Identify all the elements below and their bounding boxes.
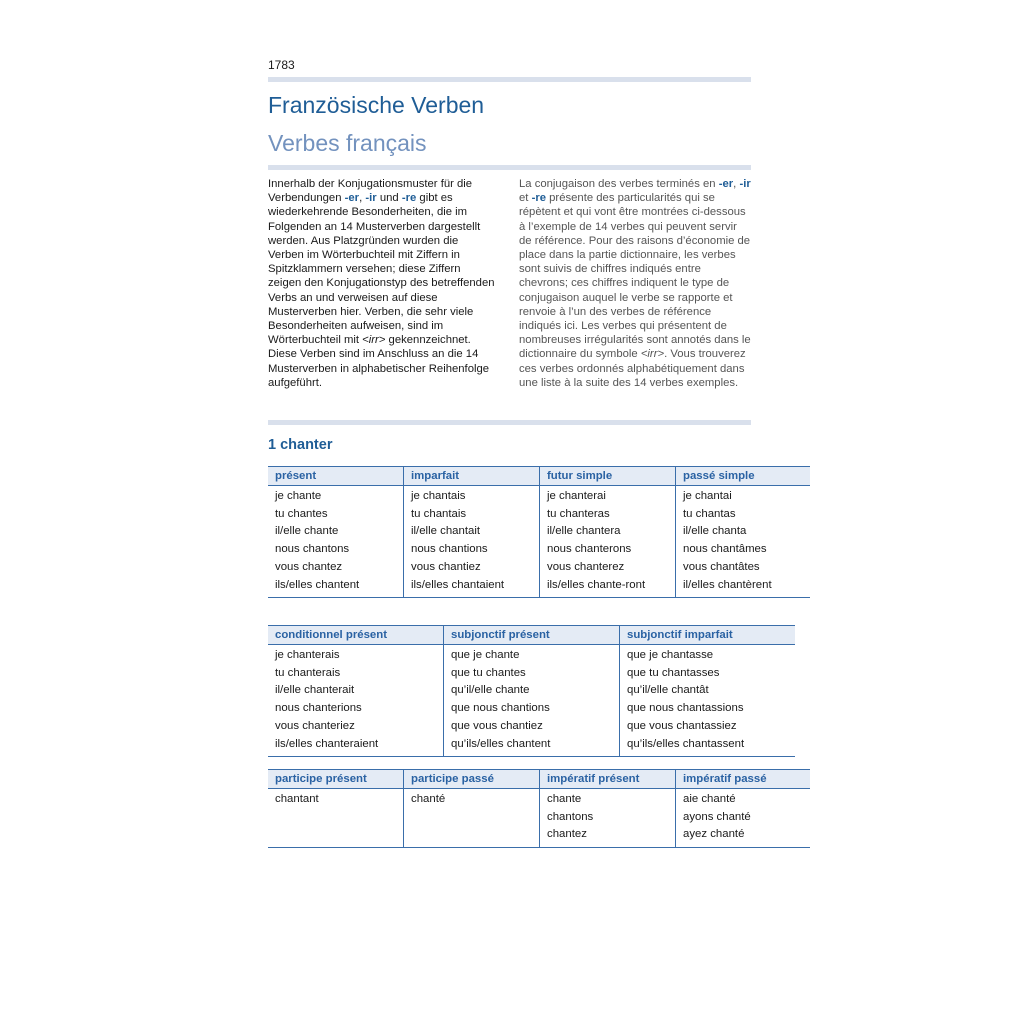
verb-form: vous chanterez xyxy=(547,560,625,573)
verb-form: chantez xyxy=(547,828,587,841)
conjugation-cell xyxy=(404,486,540,598)
verb-form: nous chantions xyxy=(411,543,488,556)
irr-symbol: <irr> xyxy=(362,334,386,347)
conjugation-table-tenses xyxy=(268,466,810,598)
table-body-row xyxy=(268,486,810,598)
verb-form: que tu chantes xyxy=(451,666,526,679)
verb-form: tu chantais xyxy=(411,507,467,520)
verb-form: nous chantons xyxy=(275,543,350,556)
verb-form: nous chanterions xyxy=(275,702,362,715)
verb-form: qu’il/elle chantât xyxy=(627,684,709,697)
verb-form: ils/elles chante-ront xyxy=(547,578,646,591)
verb-form: nous chantâmes xyxy=(683,543,767,556)
top-rule xyxy=(268,77,751,82)
verb-form: il/elle chantait xyxy=(411,525,481,538)
conjugation-cell xyxy=(404,789,540,848)
verb-form: chante xyxy=(547,793,582,805)
verb-form: je chanterai xyxy=(547,490,606,502)
table-header-row xyxy=(268,626,795,645)
verb-form: ils/elles chanteraient xyxy=(275,737,379,750)
verb-form: je chantai xyxy=(683,490,732,502)
conjugation-cell xyxy=(444,645,620,757)
verb-form: chantons xyxy=(547,810,594,823)
verb-form: que tu chantasses xyxy=(627,666,720,679)
verb-form: tu chanterais xyxy=(275,666,341,679)
verb-form: ils/elles chantent xyxy=(275,578,360,591)
verb-form: tu chanteras xyxy=(547,507,610,520)
verb-form: ils/elles chantaient xyxy=(411,578,505,591)
title-rule xyxy=(268,165,751,170)
conjugation-cell xyxy=(268,789,404,848)
column-header: imparfait xyxy=(404,467,540,486)
verb-form: tu chantes xyxy=(275,507,328,520)
verb-form: ayez chanté xyxy=(683,828,745,841)
verb-form: tu chantas xyxy=(683,507,736,520)
conjugation-cell xyxy=(268,645,444,757)
conjugation-cell xyxy=(620,645,796,757)
column-header: futur simple xyxy=(540,467,676,486)
column-header: présent xyxy=(268,467,404,486)
intro-german-text: Innerhalb der Konjugationsmuster für die Verbendungen -er, -ir und -re gibt es wiederkehrende Besonderheiten, die im Folgenden an 14 Musterverben dargestellt werden. Aus Platzgründen wurden die Verben im Wörterbuchteil mit Ziffern in Spitzklammern versehen; diese Ziffern zeigen den Konjugationstyp des betreffenden Verbs an und verweisen auf diese Musterverben hier. Verben, die sehr viele Besonderheiten aufweisen, sind im Wörterbuchteil mit <irr> gekennzeichnet. Diese Verben sind im Anschluss an die 14 Musterverben in alphabetischer Reihenfolge aufgeführt. xyxy=(268,178,495,389)
verb-form: aie chanté xyxy=(683,793,736,805)
page-title-french: Verbes français xyxy=(268,130,427,156)
intro-french-text: La conjugaison des verbes terminés en -er, -ir et -re présente des particularités qui se répètent et qui vont être montrées ci-dessous à l’exemple de 14 verbes qui peuvent servir de référence. Pour des raisons d’économie de place dans la partie dictionnaire, les verbes sont suivis de chiffres indiqués entre chevrons; ces chiffres indiquent le type de conjugaison auquel le verbe se rapporte et renvoie à l’un des verbes de référence indiqués ici. Les verbes qui présentent de nombreuses irrégularités sont annotés dans le dictionnaire du symbole <irr>. Vous trouverez ces verbes ordonnés alphabétiquement dans une liste à la suite des 14 verbes exemples. xyxy=(519,178,751,389)
verb-form: vous chantez xyxy=(275,560,343,573)
column-header: subjonctif imparfait xyxy=(620,626,796,645)
conjugation-table-moods xyxy=(268,625,795,757)
ending-re: -re xyxy=(401,192,417,205)
section-rule xyxy=(268,420,751,425)
column-header: impératif présent xyxy=(540,770,676,789)
intro-german xyxy=(268,177,496,390)
verb-form: qu’ils/elles chantassent xyxy=(627,737,745,750)
ending-er: -er xyxy=(344,192,360,205)
conjugation-cell xyxy=(676,486,811,598)
column-header: participe passé xyxy=(404,770,540,789)
verb-form: que nous chantassions xyxy=(627,702,744,715)
verb-heading: 1 chanter xyxy=(268,437,333,453)
verb-form: que je chante xyxy=(451,649,520,661)
column-header: passé simple xyxy=(676,467,811,486)
ending-ir: -ir xyxy=(739,178,751,190)
ending-er: -er xyxy=(718,178,734,190)
column-header: subjonctif présent xyxy=(444,626,620,645)
page-title-german: Französische Verben xyxy=(268,92,485,118)
verb-form: il/elle chantera xyxy=(547,525,621,538)
column-header: conditionnel présent xyxy=(268,626,444,645)
table-header-row xyxy=(268,770,810,789)
table-body-row xyxy=(268,789,810,848)
verb-form: chanté xyxy=(411,793,446,805)
verb-form: il/elle chante xyxy=(275,525,339,538)
irr-symbol: <irr> xyxy=(640,348,665,361)
conjugation-cell xyxy=(540,789,676,848)
verb-form: ayons chanté xyxy=(683,810,751,823)
page-number: 1783 xyxy=(268,58,295,72)
verb-form: que vous chantiez xyxy=(451,719,543,732)
conjugation-cell xyxy=(676,789,811,848)
verb-form: il/elle chanterait xyxy=(275,684,355,697)
column-header: impératif passé xyxy=(676,770,811,789)
table-body-row xyxy=(268,645,795,757)
column-header: participe présent xyxy=(268,770,404,789)
intro-french xyxy=(519,177,751,390)
conjugation-cell xyxy=(268,486,404,598)
ending-ir: -ir xyxy=(365,192,377,205)
verb-form: vous chanteriez xyxy=(275,719,355,732)
conjugation-cell xyxy=(540,486,676,598)
verb-form: que nous chantions xyxy=(451,702,550,715)
verb-form: que vous chantassiez xyxy=(627,719,737,732)
conjugation-table-participles xyxy=(268,769,810,848)
verb-form: je chanterais xyxy=(275,649,340,661)
verb-form: que je chantasse xyxy=(627,649,714,661)
verb-form: il/elle chanta xyxy=(683,525,747,538)
verb-form: qu’il/elle chante xyxy=(451,684,530,697)
verb-form: vous chantiez xyxy=(411,560,481,573)
verb-form: je chante xyxy=(275,490,322,502)
verb-form: nous chanterons xyxy=(547,543,632,556)
table-header-row xyxy=(268,467,810,486)
verb-form: je chantais xyxy=(411,490,466,502)
verb-form: il/elles chantèrent xyxy=(683,578,772,591)
verb-form: vous chantâtes xyxy=(683,560,760,573)
verb-form: chantant xyxy=(275,793,319,805)
verb-form: qu’ils/elles chantent xyxy=(451,737,551,750)
ending-re: -re xyxy=(531,192,547,205)
